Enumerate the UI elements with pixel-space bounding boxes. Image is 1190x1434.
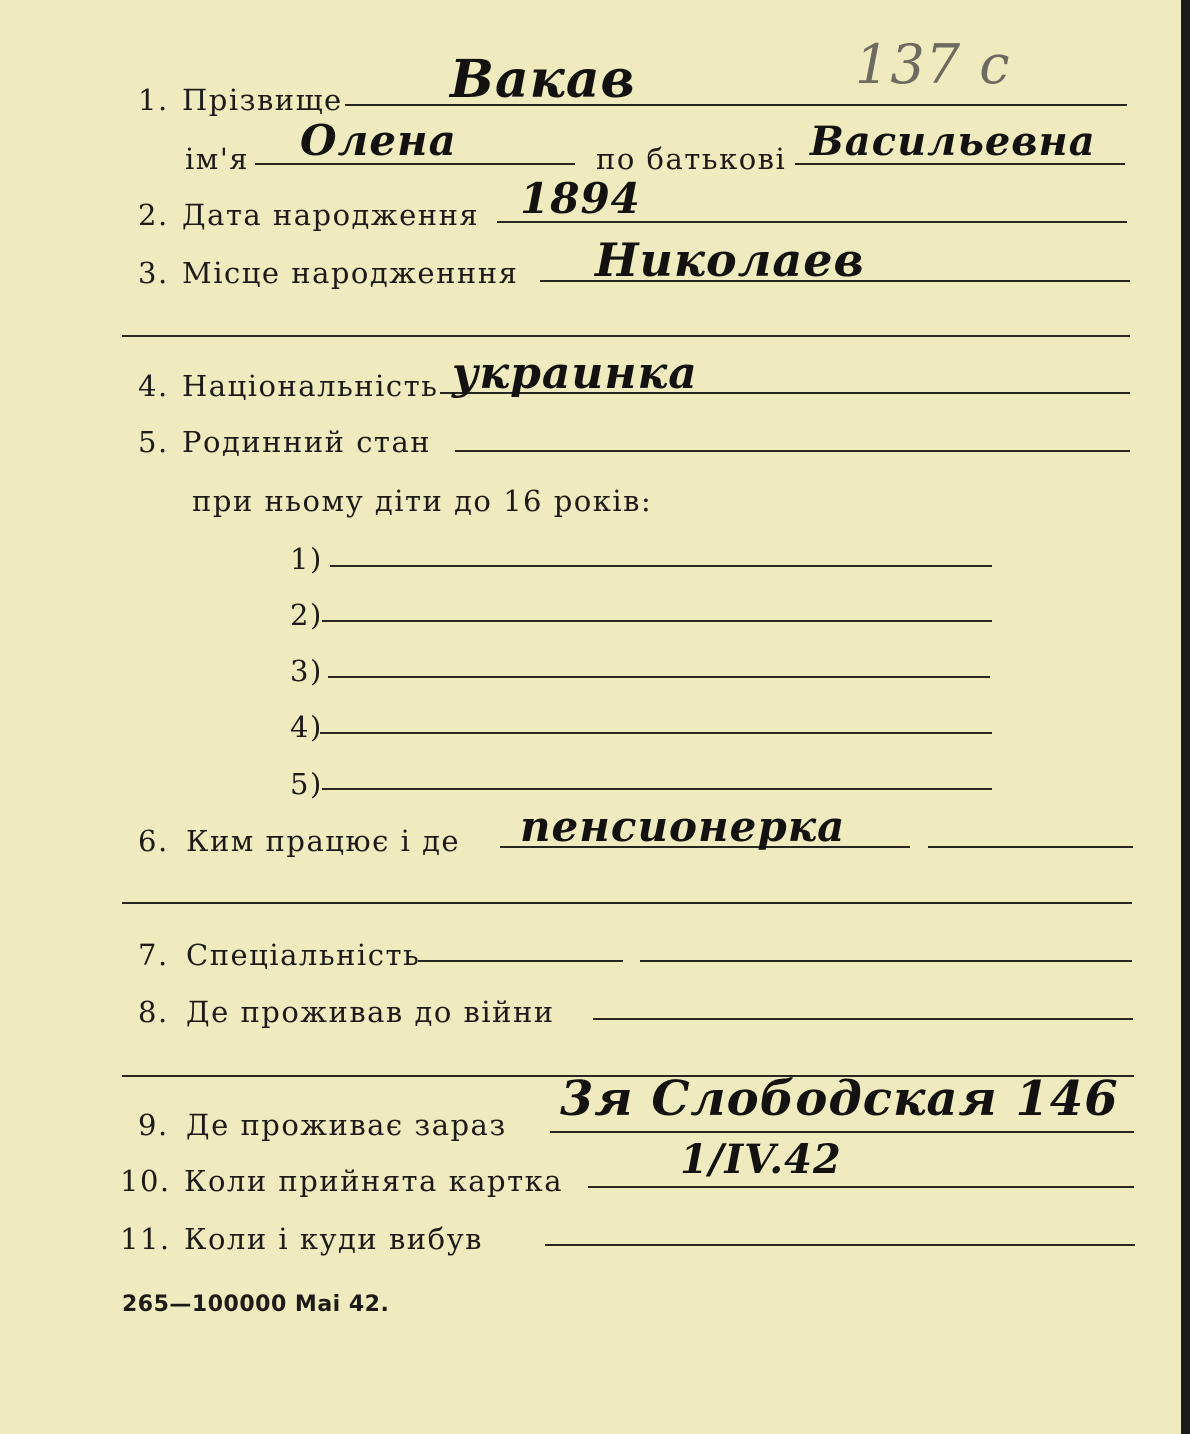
surname-value[interactable]: Вакав (450, 49, 636, 110)
departure-label: Коли і куди вибув (184, 1222, 483, 1256)
specialty-line (418, 960, 623, 962)
specialty-line-right (640, 960, 1132, 962)
current-residence-line (550, 1131, 1134, 1133)
prewar-residence-number: 8. (138, 995, 169, 1029)
patronymic-label: по батькові (596, 142, 787, 176)
departure-number: 11. (120, 1222, 171, 1256)
current-residence-value[interactable]: 3я Слободская 146 (560, 1071, 1119, 1127)
birth-place-number: 3. (138, 256, 169, 290)
child-5-line[interactable] (322, 788, 992, 790)
surname-label: Прізвище (182, 83, 343, 117)
nationality-number: 4. (138, 369, 169, 403)
nationality-value[interactable]: украинка (452, 348, 698, 399)
card-accepted-label: Коли прийнята картка (184, 1164, 564, 1198)
occupation-line-2 (122, 902, 1132, 904)
birth-place-line-2 (122, 335, 1130, 337)
occupation-number: 6. (138, 824, 169, 858)
current-residence-label: Де проживає зараз (186, 1108, 507, 1142)
birth-date-number: 2. (138, 198, 169, 232)
child-4-line[interactable] (320, 732, 992, 734)
child-1-line[interactable] (330, 565, 992, 567)
nationality-label: Національність (182, 369, 439, 403)
marital-status-label: Родинний стан (182, 425, 432, 459)
child-1-label: 1) (290, 542, 323, 576)
child-2-label: 2) (290, 598, 323, 632)
birth-place-value[interactable]: Николаев (595, 233, 865, 287)
prewar-residence-line (593, 1018, 1133, 1020)
departure-line (545, 1244, 1135, 1246)
current-residence-number: 9. (138, 1108, 169, 1142)
specialty-number: 7. (138, 938, 169, 972)
child-2-line[interactable] (322, 620, 992, 622)
corner-number: 137 с (855, 33, 1011, 96)
first-name-value[interactable]: Олена (300, 116, 457, 165)
surname-number: 1. (138, 83, 169, 117)
first-name-label: ім'я (185, 142, 250, 176)
prewar-residence-label: Де проживав до війни (186, 995, 555, 1029)
marital-status-number: 5. (138, 425, 169, 459)
patronymic-value[interactable]: Васильевна (810, 118, 1096, 165)
occupation-label: Ким працює і де (186, 824, 461, 858)
card-accepted-line (588, 1186, 1134, 1188)
birth-date-value[interactable]: 1894 (520, 174, 641, 223)
occupation-value[interactable]: пенсионерка (520, 802, 846, 851)
marital-status-line (455, 450, 1130, 452)
card-accepted-number: 10. (120, 1164, 171, 1198)
footer-print-code: 265—100000 Маі 42. (122, 1292, 390, 1317)
birth-date-label: Дата народження (182, 198, 480, 232)
card-accepted-value[interactable]: 1/IV.42 (680, 1136, 842, 1183)
child-5-label: 5) (290, 767, 323, 801)
occupation-line-right (928, 846, 1133, 848)
card-edge-shadow (1181, 0, 1190, 1434)
birth-place-label: Місце народженння (182, 256, 519, 290)
child-4-label: 4) (290, 710, 323, 744)
child-3-label: 3) (290, 654, 323, 688)
specialty-label: Спеціальність (186, 938, 421, 972)
children-header: при ньому діти до 16 років: (192, 484, 653, 518)
child-3-line[interactable] (328, 676, 990, 678)
